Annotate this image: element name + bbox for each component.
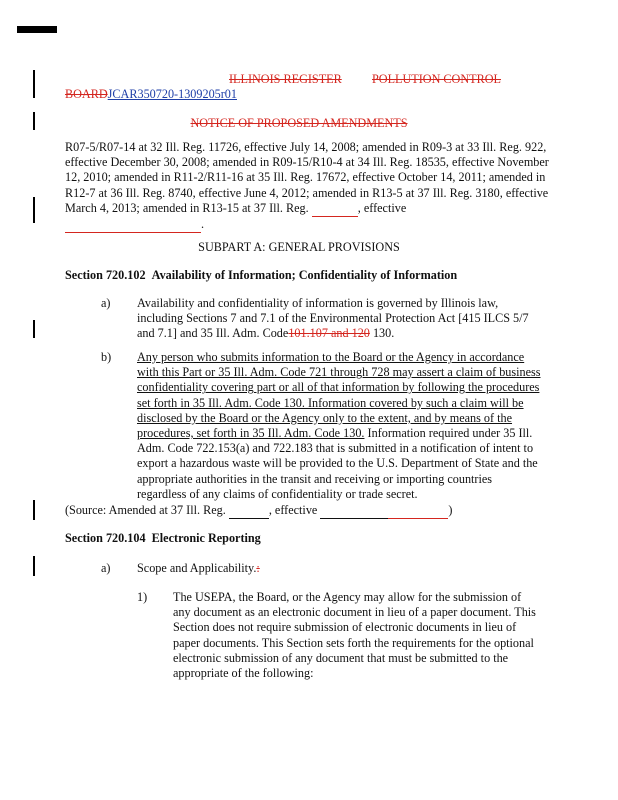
- history-reg-blank: [312, 201, 358, 217]
- change-bar: [33, 112, 35, 130]
- document-id[interactable]: JCAR350720-1309205r01: [107, 87, 237, 101]
- change-bar: [33, 197, 35, 223]
- section-104-heading: Section 720.104 Electronic Reporting: [65, 531, 261, 545]
- source-date-blank: [320, 503, 388, 519]
- agency-name: POLLUTION CONTROL: [372, 72, 501, 86]
- section-102-a-text: Availability and confidentiality of information is governed by Illinois law, including Sections 7 and 7.1 of the Environmental Protection Act [415 ILCS 5/7 and 7.1] and 35 Ill. Adm. Code101.107 and 120 130.: [137, 296, 529, 341]
- section-104-a-text: Scope and Applicability.:: [137, 561, 260, 575]
- source-note: (Source: Amended at 37 Ill. Reg. , effective ): [65, 503, 545, 519]
- deleted-text: 101.107 and 120: [288, 326, 370, 341]
- section-102-b-text: Any person who submits information to the Board or the Agency in accordance with this Part or 35 Ill. Adm. Code 721 through 728 may assert a claim of business confidentiality covering part or all of that information by following the procedures set forth in 35 Ill. Adm. Code 130. Information covered by such a claim will be disclosed by the Board or the Agency only to the extent, and by means of the procedures, set forth in 35 Ill. Adm. Code 130. Information required under 35 Ill. Adm. Code 722.153(a) and 722.183 that is submitted in a notification of intent to export a hazardous waste will be provided to the U.S. Department of State and the appropriate authorities in the transit and receiving or importing countries regardless of any claims of confidentiality or trade secret.: [137, 350, 541, 501]
- change-bar: [33, 556, 35, 576]
- section-104-1-text: The USEPA, the Board, or the Agency may allow for the submission of any document as an electronic document in lieu of a paper document. This Section does not require submission of electronic documents in lieu of paper documents. This Section sets forth the requirements for the optional electronic submission of any document that must be submitted to the appropriate of the following:: [173, 590, 536, 681]
- change-bar: [33, 70, 35, 98]
- history-date-blank: [65, 217, 201, 233]
- section-102-heading: Section 720.102 Availability of Information; Confidentiality of Information: [65, 268, 458, 282]
- section-102-b-label: b): [101, 350, 112, 364]
- section-104-a-label: a): [101, 561, 111, 575]
- agency-board: BOARD: [65, 87, 108, 101]
- subpart-heading: SUBPART A: GENERAL PROVISIONS: [198, 240, 400, 254]
- source-date-blank-red: [388, 503, 448, 519]
- history-effective: , effective: [357, 200, 407, 215]
- source-reg-blank: [229, 503, 269, 519]
- history-text: R07-5/R07-14 at 32 Ill. Reg. 11726, effective July 14, 2008; amended in R09-3 at 33 Ill. Reg. 922, effective December 30, 2008; amended in R09-15/R10-4 at 34 Ill. Reg. 18535, effective November 12, 2010; amended in R11-2/R11-16 at 35 Ill. Reg. 17672, effective October 14, 2011; amended in R12-7 at 36 Ill. Reg. 8740, effective June 4, 2012; amended in R13-5 at 37 Ill. Reg. 3180, effective March 4, 2013; amended in R13-15 at 37 Ill. Reg.: [65, 140, 549, 215]
- header-bar: [17, 26, 57, 33]
- notice-title: NOTICE OF PROPOSED AMENDMENTS: [190, 116, 408, 130]
- section-102-a-label: a): [101, 296, 111, 310]
- underlined-insert: Any person who submits information to the Board or the Agency in accordance with this Part or 35 Ill. Adm. Code 721 through 728 may assert a claim of business confidentiality covering part or all of that information by following the procedures set forth in 35 Ill. Adm. Code 130. Information covered by such a claim will be disclosed by the Board or the Agency only to the extent, and by means of the procedures, set forth in 35 Ill. Adm. Code 130.: [137, 350, 541, 441]
- section-104-1-label: 1): [137, 590, 148, 604]
- change-bar: [33, 320, 35, 338]
- register-header: [65, 72, 585, 102]
- change-bar: [33, 500, 35, 520]
- history-paragraph: R07-5/R07-14 at 32 Ill. Reg. 11726, effective July 14, 2008; amended in R09-3 at 33 Ill. Reg. 922, effective December 30, 2008; amended in R09-15/R10-4 at 34 Ill. Reg. 18535, effective November 12, 2010; amended in R11-2/R11-16 at 35 Ill. Reg. 17672, effective October 14, 2011; amended in R12-7 at 36 Ill. Reg. 8740, effective June 4, 2012; amended in R13-5 at 37 Ill. Reg. 3180, effective March 4, 2013; amended in R13-15 at 37 Ill. Reg. , effective .: [65, 140, 550, 233]
- register-title: ILLINOIS REGISTER: [229, 72, 342, 86]
